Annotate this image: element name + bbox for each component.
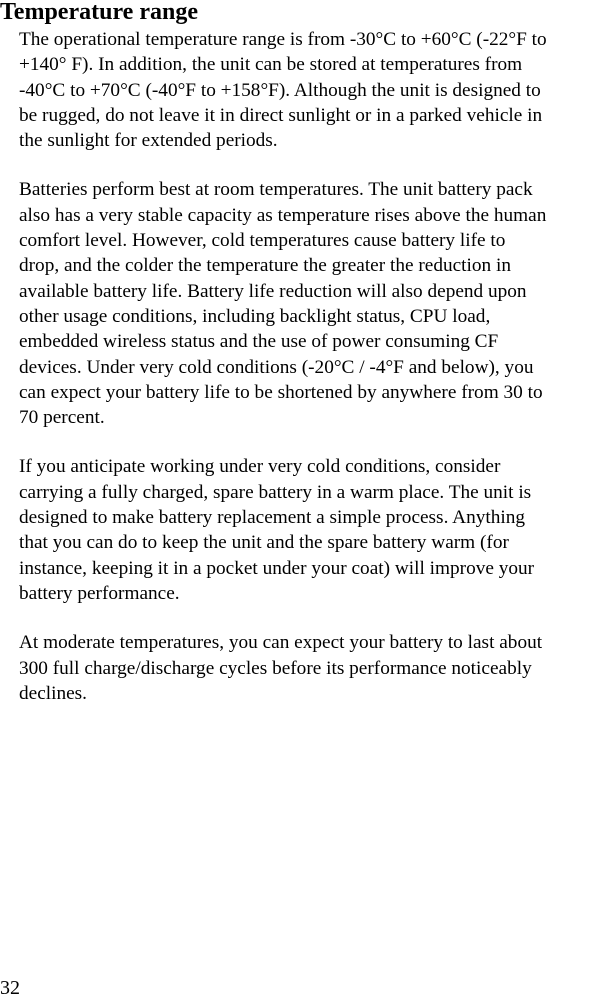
section-heading: Temperature range xyxy=(0,0,198,25)
paragraph-charge-cycles: At moderate temperatures, you can expect your battery to last about 300 full charge/discharge cycles before its performance noticeably declines. xyxy=(19,632,543,704)
paragraph-cold-conditions: If you anticipate working under very cold conditions, consider carrying a fully charged, spare battery in a warm place. The unit is designed to make battery replacement a simple process. Anything that you can do to keep the unit and the spare battery warm (for instance, keeping it in a pocket under your coat) will improve your battery performance. xyxy=(19,456,535,604)
section-body xyxy=(19,27,616,730)
paragraph-operating-temperature: The operational temperature range is from -30°C to +60°C (-22°F to +140° F). In addition, the unit can be stored at temperatures from -40°C to +70°C (-40°F to +158°F). Although the unit is designed to be rugged, do not leave it in direct sunlight or in a parked vehicle in the sunlight for extended periods. xyxy=(19,29,547,152)
page-number: 32 xyxy=(0,977,20,999)
paragraph-battery-temperature: Batteries perform best at room temperatures. The unit battery pack also has a very stable capacity as temperature rises above the human comfort level. However, cold temperatures cause battery life to drop, and the colder the temperature the greater the reduction in available battery life. Battery life reduction will also depend upon other usage conditions, including backlight status, CPU load, embedded wireless status and the use of power consuming CF devices. Under very cold conditions (-20°C / -4°F and below), you can expect your battery life to be shortened by anywhere from 30 to 70 percent. xyxy=(19,179,547,429)
